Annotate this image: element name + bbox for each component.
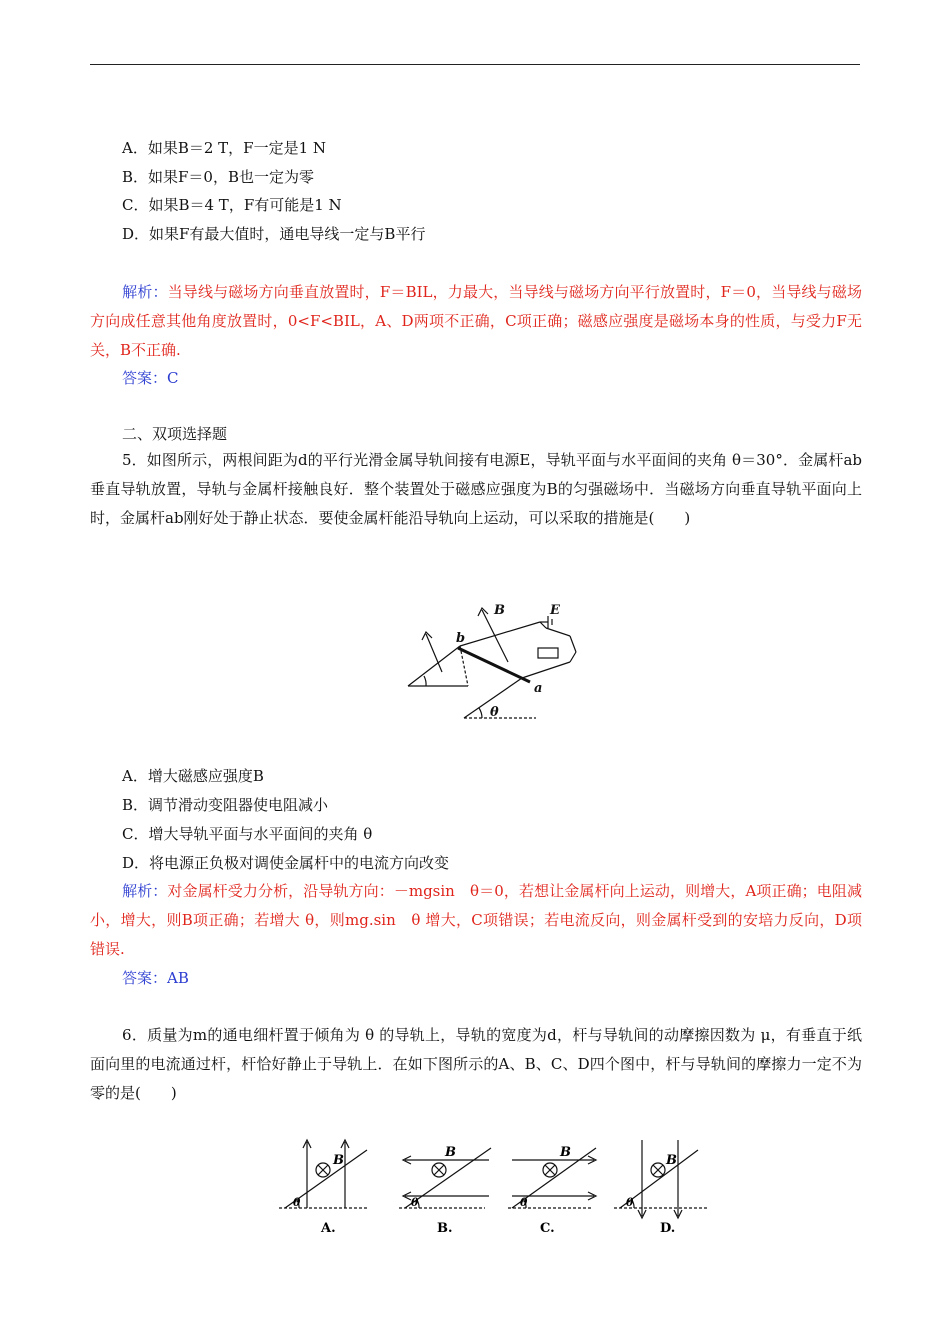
q6-figure-c [500, 1134, 610, 1239]
fig6d-caption: D. [660, 1221, 676, 1236]
q5-analysis-label: 解析： [122, 882, 168, 900]
fig6b-angle-label: θ [411, 1196, 419, 1209]
q4-answer [122, 368, 179, 388]
fig6b-field-label: B [445, 1145, 456, 1160]
section-title: 二、双项选择题 [122, 425, 228, 443]
fig6d-field-label: B [666, 1153, 677, 1168]
q4-option-d: D．如果F有最大值时，通电导线一定与B平行 [122, 225, 426, 243]
q4-analysis [90, 278, 862, 365]
q5-answer-label: 答案： [122, 969, 168, 987]
q6-stem [90, 1021, 862, 1108]
fig6c-angle-label: θ [520, 1196, 528, 1209]
q5-option-b: B．调节滑动变阻器使电阻减小 [122, 796, 329, 814]
header-rule [90, 64, 860, 65]
q5-option-c: C．增大导轨平面与水平面间的夹角 θ [122, 825, 373, 843]
q4-analysis-text: 当导线与磁场方向垂直放置时，F＝BIL，力最大，当导线与磁场方向平行放置时，F＝0，当导线与磁场方向成任意其他角度放置时，0<F<BIL，A、D两项不正确，C项正确；磁感应强度是磁场本身的性质，与受力F无关，B不正确. [90, 283, 862, 359]
q4-option-c: C．如果B＝4 T，F有可能是1 N [122, 196, 342, 214]
fig6c-field-label: B [560, 1145, 571, 1160]
q5-analysis [90, 877, 862, 964]
fig5-label-b: b [456, 631, 466, 646]
q6-figure-a [275, 1134, 385, 1239]
fig6a-field-label: B [333, 1153, 344, 1168]
fig5-label-B: B [494, 603, 505, 618]
q4-option-a: A．如果B＝2 T，F一定是1 N [122, 139, 327, 157]
q5-answer-value: AB [167, 969, 189, 987]
q5-stem [90, 446, 862, 533]
q6-figure-d [608, 1134, 718, 1239]
fig6b-caption: B. [437, 1221, 453, 1236]
fig5-label-E: E [550, 603, 560, 618]
q6-figure-b [395, 1134, 505, 1239]
fig6a-caption: A. [321, 1221, 336, 1236]
q6-stem-text: 6．质量为m的通电细杆置于倾角为 θ 的导轨上，导轨的宽度为d，杆与导轨间的动摩擦因数为 μ，有垂直于纸面向里的电流通过杆，杆恰好静止于导轨上．在如下图所示的A、B、C、D四个图中，杆与导轨间的摩擦力一定不为零的是( ) [90, 1026, 862, 1102]
fig6c-caption: C. [540, 1221, 555, 1236]
fig5-label-theta: θ [490, 705, 499, 720]
fig6d-angle-label: θ [626, 1196, 634, 1209]
q5-stem-text: 5．如图所示，两根间距为d的平行光滑金属导轨间接有电源E，导轨平面与水平面间的夹角 θ＝30°．金属杆ab垂直导轨放置，导轨与金属杆接触良好．整个装置处于磁感应强度为B的匀强磁场中．当磁场方向垂直导轨平面向上时，金属杆ab刚好处于静止状态．要使金属杆能沿导轨向上运动，可以采取的措施是( ) [90, 451, 862, 527]
q5-analysis-text: 对金属杆受力分析，沿导轨方向：－mgsin θ＝0，若想让金属杆向上运动，则增大，A项正确；电阻减小，增大，则B项正确；若增大 θ，则mg.sin θ 增大，C项错误；若电流反向，则金属杆受到的安培力反向，D项错误. [90, 882, 862, 958]
q4-answer-label: 答案： [122, 369, 168, 387]
fig6a-angle-label: θ [293, 1196, 301, 1209]
q4-answer-value: C [167, 369, 179, 387]
q4-analysis-label: 解析： [122, 283, 168, 301]
q4-option-b: B．如果F＝0，B也一定为零 [122, 168, 314, 186]
q5-option-a: A．增大磁感应强度B [122, 767, 264, 785]
q5-answer [122, 968, 189, 988]
fig5-label-a: a [534, 681, 543, 696]
q5-figure [400, 592, 600, 722]
q5-option-d: D．将电源正负极对调使金属杆中的电流方向改变 [122, 854, 450, 872]
